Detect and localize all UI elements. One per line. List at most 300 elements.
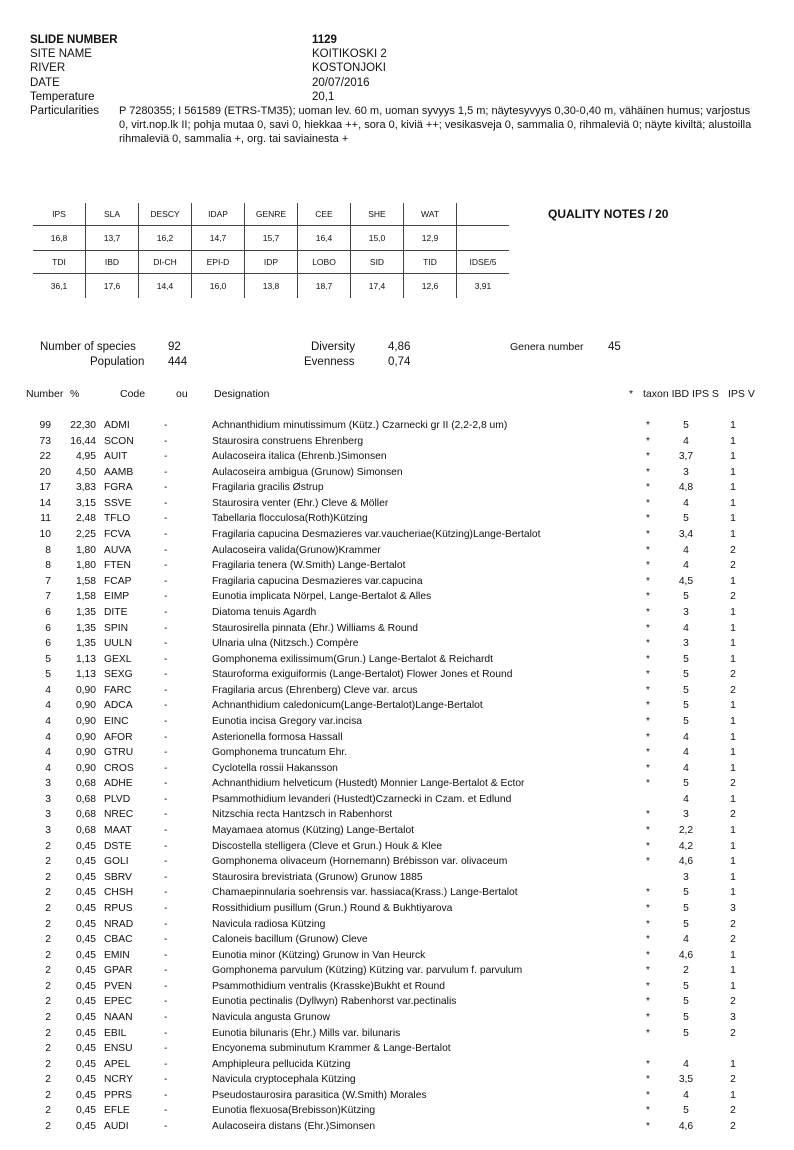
- ips-v-value: 1: [730, 451, 736, 463]
- species-designation: Achnanthidium helveticum (Hustedt) Monnier Lange-Bertalot & Ector: [212, 778, 525, 790]
- index-cell: [457, 226, 510, 251]
- species-count: 2: [45, 934, 51, 946]
- species-designation: Aulacoseira ambigua (Grunow) Simonsen: [212, 466, 403, 478]
- species-percent: 0,45: [75, 1027, 96, 1039]
- species-count: 5: [45, 669, 51, 681]
- species-percent: 0,45: [75, 949, 96, 961]
- species-percent: 0,68: [75, 793, 96, 805]
- species-count: 2: [45, 1089, 51, 1101]
- species-designation: Tabellaria flocculosa(Roth)Kützing: [212, 513, 368, 525]
- species-designation: Achnanthidium caledonicum(Lange-Bertalot)Lange-Bertalot: [212, 700, 483, 712]
- ips-s-value: 4: [683, 731, 689, 743]
- ips-v-value: 2: [730, 918, 736, 930]
- ips-s-value: 5: [683, 918, 689, 930]
- table-row: [26, 745, 771, 761]
- table-row: [26, 667, 771, 683]
- species-count: 11: [40, 513, 51, 525]
- species-ou: -: [164, 575, 168, 587]
- ips-v-value: 1: [730, 747, 736, 759]
- species-designation: Gomphonema exilissimum(Grun.) Lange-Bertalot & Reichardt: [212, 653, 493, 665]
- ips-s-value: 5: [683, 902, 689, 914]
- table-row: [26, 917, 771, 933]
- ips-v-value: 1: [730, 700, 736, 712]
- species-code: FTEN: [104, 560, 131, 572]
- taxon-marker: *: [646, 747, 650, 759]
- species-designation: Cyclotella rossii Hakansson: [212, 762, 338, 774]
- taxon-marker: *: [646, 529, 650, 541]
- species-percent: 0,45: [75, 840, 96, 852]
- species-code: GEXL: [104, 653, 132, 665]
- species-code: FGRA: [104, 482, 133, 494]
- ips-s-value: 4,6: [678, 1121, 694, 1133]
- species-code: PPRS: [104, 1089, 133, 1101]
- ips-v-value: 2: [730, 591, 736, 603]
- temperature-row: [30, 90, 770, 104]
- species-count: 4: [45, 715, 51, 727]
- species-count: 2: [45, 949, 51, 961]
- species-count: 2: [45, 1011, 51, 1023]
- species-code: FCVA: [104, 529, 131, 541]
- species-designation: Psammothidium levanderi (Hustedt)Czarnecki in Czam. et Edlund: [212, 793, 512, 805]
- index-cell: 13,7: [86, 226, 139, 251]
- site-name-label: SITE NAME: [30, 48, 92, 61]
- river-label: RIVER: [30, 62, 66, 75]
- table-row: [26, 823, 771, 839]
- table-row: [26, 449, 771, 465]
- species-percent: 0,45: [75, 934, 96, 946]
- evenness-label: Evenness: [304, 356, 355, 368]
- species-count: 4: [45, 684, 51, 696]
- table-row: [26, 854, 771, 870]
- index-cell: SHE: [351, 203, 404, 226]
- species-code: EPEC: [104, 996, 133, 1008]
- index-cell: TDI: [33, 251, 86, 274]
- species-percent: 4,95: [75, 451, 96, 463]
- species-percent: 0,45: [75, 1043, 96, 1055]
- ips-s-value: 5: [683, 980, 689, 992]
- quality-notes: QUALITY NOTES / 20: [548, 207, 669, 221]
- date-row: [30, 76, 770, 90]
- indices-row1-labels: [33, 203, 509, 226]
- population-label: Population: [90, 356, 145, 368]
- taxon-marker: *: [646, 996, 650, 1008]
- species-designation: Achnanthidium minutissimum (Kütz.) Czarnecki gr II (2,2-2,8 um): [212, 420, 508, 431]
- ips-v-value: 1: [730, 871, 736, 883]
- table-row: [26, 496, 771, 512]
- diversity-label: Diversity: [311, 341, 356, 353]
- ips-s-value: 5: [683, 778, 689, 790]
- ips-v-value: 3: [730, 902, 736, 914]
- ips-v-value: 2: [730, 809, 736, 821]
- ips-v-value: 1: [730, 653, 736, 665]
- species-designation: Staurosira brevistriata (Grunow) Grunow 1885: [212, 871, 423, 883]
- index-cell: 12,9: [404, 226, 457, 251]
- table-row: [26, 1057, 771, 1073]
- taxon-marker: *: [646, 762, 650, 774]
- species-designation: Eunotia incisa Gregory var.incisa: [212, 715, 362, 727]
- species-count: 5: [45, 653, 51, 665]
- species-count: 10: [39, 529, 51, 541]
- species-ou: -: [164, 466, 168, 478]
- ips-s-value: 2,2: [678, 825, 694, 837]
- col-ips-v: IPS V: [728, 388, 755, 400]
- species-ou: -: [164, 669, 168, 681]
- ips-v-value: 1: [730, 949, 736, 961]
- species-designation: Fragilaria capucina Desmazieres var.capucina: [212, 575, 423, 587]
- table-row: [26, 589, 771, 605]
- species-ou: -: [164, 747, 168, 759]
- table-row: [26, 979, 771, 995]
- table-row: [26, 885, 771, 901]
- species-code: APEL: [104, 1058, 131, 1070]
- index-cell: 16,0: [192, 274, 245, 299]
- species-count: 6: [45, 638, 51, 650]
- species-ou: -: [164, 622, 168, 634]
- species-percent: 0,90: [75, 747, 96, 759]
- species-count: 7: [45, 591, 51, 603]
- species-percent: 0,45: [75, 902, 96, 914]
- species-code: NREC: [104, 809, 134, 821]
- ips-s-value: 5: [683, 684, 689, 696]
- species-designation: Stauroforma exiguiformis (Lange-Bertalot) Flower Jones et Round: [212, 669, 513, 681]
- ips-v-value: 1: [730, 840, 736, 852]
- species-designation: Pseudostaurosira parasitica (W.Smith) Morales: [212, 1089, 427, 1101]
- index-cell: CEE: [298, 203, 351, 226]
- date-value: 20/07/2016: [312, 76, 370, 89]
- species-percent: 0,45: [75, 918, 96, 930]
- ips-s-value: 3: [683, 466, 689, 478]
- index-cell: 16,2: [139, 226, 192, 251]
- table-row: [26, 621, 771, 637]
- species-count: 3: [45, 825, 51, 837]
- ips-s-value: 5: [683, 653, 689, 665]
- species-table-body: [26, 418, 771, 1135]
- index-cell: TID: [404, 251, 457, 274]
- index-cell: 15,7: [245, 226, 298, 251]
- index-cell: EPI-D: [192, 251, 245, 274]
- taxon-marker: *: [646, 420, 650, 431]
- ips-s-value: 4: [683, 544, 689, 556]
- species-ou: -: [164, 529, 168, 541]
- ips-v-value: 2: [730, 1105, 736, 1117]
- taxon-marker: *: [646, 1121, 650, 1133]
- table-row: [26, 418, 771, 434]
- species-designation: Encyonema subminutum Krammer & Lange-Bertalot: [212, 1043, 451, 1055]
- table-row: [26, 901, 771, 917]
- index-cell: 17,4: [351, 274, 404, 299]
- taxon-marker: *: [646, 809, 650, 821]
- table-row: [26, 761, 771, 777]
- species-percent: 1,13: [75, 669, 96, 681]
- taxon-marker: *: [646, 669, 650, 681]
- taxon-marker: *: [646, 918, 650, 930]
- ips-v-value: 1: [730, 825, 736, 837]
- ips-v-value: 2: [730, 778, 736, 790]
- species-ou: -: [164, 980, 168, 992]
- index-cell: 17,6: [86, 274, 139, 299]
- table-row: [26, 1026, 771, 1042]
- species-designation: Gomphonema parvulum (Kützing) Kützing var. parvulum f. parvulum: [212, 965, 523, 977]
- species-count: 7: [45, 575, 51, 587]
- species-percent: 1,80: [75, 560, 96, 572]
- taxon-marker: *: [646, 591, 650, 603]
- species-designation: Navicula cryptocephala Kützing: [212, 1074, 356, 1086]
- ips-v-value: 1: [730, 638, 736, 650]
- species-ou: -: [164, 700, 168, 712]
- species-designation: Amphipleura pellucida Kützing: [212, 1058, 351, 1070]
- particularities-row: [30, 104, 770, 147]
- diversity-value: 4,86: [388, 341, 411, 353]
- taxon-marker: *: [646, 466, 650, 478]
- ips-v-value: 1: [730, 466, 736, 478]
- ips-v-value: 1: [730, 606, 736, 618]
- species-ou: -: [164, 887, 168, 899]
- species-ou: -: [164, 638, 168, 650]
- ips-v-value: 2: [730, 669, 736, 681]
- species-code: AUIT: [104, 451, 128, 463]
- species-designation: Aulacoseira italica (Ehrenb.)Simonsen: [212, 451, 387, 463]
- taxon-marker: *: [646, 497, 650, 509]
- table-row: [26, 792, 771, 808]
- taxon-marker: *: [646, 513, 650, 525]
- species-percent: 0,45: [75, 996, 96, 1008]
- taxon-marker: *: [646, 622, 650, 634]
- index-cell: 14,7: [192, 226, 245, 251]
- index-cell: IDAP: [192, 203, 245, 226]
- species-code: FARC: [104, 684, 132, 696]
- taxon-marker: *: [646, 887, 650, 899]
- species-code: UULN: [104, 638, 133, 650]
- col-star: *: [629, 388, 634, 400]
- table-row: [26, 480, 771, 496]
- species-code: ADCA: [104, 700, 133, 712]
- table-row: [26, 574, 771, 590]
- index-cell: 12,6: [404, 274, 457, 299]
- species-code: NAAN: [104, 1011, 133, 1023]
- ips-s-value: 5: [683, 1105, 689, 1117]
- species-code: AAMB: [104, 466, 134, 478]
- taxon-marker: *: [646, 840, 650, 852]
- slide-number-label: SLIDE NUMBER: [30, 34, 118, 46]
- ips-v-value: 1: [730, 575, 736, 587]
- index-cell: DESCY: [139, 203, 192, 226]
- species-designation: Eunotia implicata Nörpel, Lange-Bertalot & Alles: [212, 591, 432, 603]
- species-ou: -: [164, 497, 168, 509]
- temperature-label: Temperature: [30, 90, 95, 103]
- index-cell: [457, 203, 510, 226]
- species-code: DITE: [104, 606, 128, 618]
- species-ou: -: [164, 1074, 168, 1086]
- species-ou: -: [164, 1089, 168, 1101]
- particularities-value: P 7280355; I 561589 (ETRS-TM35); uoman lev. 60 m, uoman syvyys 1,5 m; näytesyvyys 0,30-0,40 m, vähäinen humus; varjostus 0, virt.nop.lk II; pohja mutaa 0, savi 0, hiekkaa ++, sora 0, kiviä ++; vesikasveja 0, sammalia 0, rihmaleviä 0; näyte kiviltä; alustoilla rihmaleviä 0, sammalia +, org. tai saviainesta +: [119, 105, 752, 146]
- species-designation: Fragilaria gracilis Østrup: [212, 482, 324, 494]
- ips-s-value: 4: [683, 497, 689, 509]
- species-ou: -: [164, 1027, 168, 1039]
- ips-v-value: 2: [730, 996, 736, 1008]
- ips-s-value: 5: [683, 669, 689, 681]
- col-ou: ou: [176, 388, 188, 400]
- species-designation: Fragilaria capucina Desmazieres var.vaucheriae(Kützing)Lange-Bertalot: [212, 529, 541, 541]
- species-count: 14: [39, 497, 51, 509]
- species-percent: 0,90: [75, 731, 96, 743]
- col-percent: %: [70, 388, 80, 400]
- index-cell: GENRE: [245, 203, 298, 226]
- species-percent: 1,58: [75, 591, 96, 603]
- taxon-marker: *: [646, 1105, 650, 1117]
- table-row: [26, 714, 771, 730]
- index-cell: SID: [351, 251, 404, 274]
- taxon-marker: *: [646, 1027, 650, 1039]
- taxon-marker: *: [646, 653, 650, 665]
- ips-s-value: 3,5: [678, 1074, 694, 1086]
- species-ou: -: [164, 778, 168, 790]
- taxon-marker: *: [646, 560, 650, 572]
- species-percent: 0,45: [75, 856, 96, 868]
- species-count: 17: [39, 482, 51, 494]
- species-code: PLVD: [104, 793, 131, 805]
- species-ou: -: [164, 591, 168, 603]
- species-code: EBIL: [104, 1027, 127, 1039]
- species-designation: Navicula angusta Grunow: [212, 1011, 330, 1023]
- species-ou: -: [164, 684, 168, 696]
- taxon-marker: *: [646, 684, 650, 696]
- species-percent: 0,90: [75, 715, 96, 727]
- ips-v-value: 1: [730, 497, 736, 509]
- temperature-value: 20,1: [312, 90, 335, 103]
- species-percent: 0,68: [75, 825, 96, 837]
- ips-v-value: 1: [730, 762, 736, 774]
- species-ou: -: [164, 949, 168, 961]
- ips-v-value: 1: [730, 980, 736, 992]
- ips-v-value: 1: [730, 856, 736, 868]
- ips-s-value: 4: [683, 1058, 689, 1070]
- species-percent: 0,90: [75, 684, 96, 696]
- species-percent: 0,68: [75, 778, 96, 790]
- index-cell: DI-CH: [139, 251, 192, 274]
- species-percent: 1,35: [75, 606, 96, 618]
- table-row: [26, 776, 771, 792]
- species-percent: 16,44: [70, 435, 96, 447]
- indices-row2-labels: [33, 251, 509, 274]
- species-code: EIMP: [104, 591, 130, 603]
- species-designation: Mayamaea atomus (Kützing) Lange-Bertalot: [212, 825, 415, 837]
- ips-v-value: 1: [730, 435, 736, 447]
- species-ou: -: [164, 902, 168, 914]
- table-row: [26, 543, 771, 559]
- river-value: KOSTONJOKI: [312, 62, 386, 75]
- taxon-marker: *: [646, 700, 650, 712]
- slide-number-row: [30, 33, 770, 47]
- species-count: 2: [45, 1105, 51, 1117]
- species-code: AUVA: [104, 544, 132, 556]
- species-ou: -: [164, 762, 168, 774]
- ips-v-value: 2: [730, 1121, 736, 1133]
- taxon-marker: *: [646, 575, 650, 587]
- species-ou: -: [164, 871, 168, 883]
- species-percent: 1,13: [75, 653, 96, 665]
- ips-v-value: 1: [730, 715, 736, 727]
- species-code: CBAC: [104, 934, 133, 946]
- ips-s-value: 5: [683, 1027, 689, 1039]
- species-code: EMIN: [104, 949, 130, 961]
- ips-v-value: 1: [730, 731, 736, 743]
- species-count: 2: [45, 980, 51, 992]
- ips-s-value: 5: [683, 700, 689, 712]
- species-count: 8: [45, 544, 51, 556]
- species-ou: -: [164, 793, 168, 805]
- date-label: DATE: [30, 76, 60, 89]
- species-count: 2: [45, 965, 51, 977]
- species-count: 4: [45, 762, 51, 774]
- indices-row1-values: [33, 226, 509, 251]
- species-designation: Asterionella formosa Hassall: [212, 731, 343, 743]
- species-designation: Chamaepinnularia soehrensis var. hassiaca(Krass.) Lange-Bertalot: [212, 887, 518, 899]
- species-percent: 3,15: [75, 497, 96, 509]
- species-ou: -: [164, 420, 168, 431]
- species-count: 2: [45, 902, 51, 914]
- table-row: [26, 963, 771, 979]
- index-cell: 3,91: [474, 281, 492, 291]
- table-row: [26, 652, 771, 668]
- species-ou: -: [164, 435, 168, 447]
- species-ou: -: [164, 715, 168, 727]
- table-row: [26, 605, 771, 621]
- ips-s-value: 3: [683, 606, 689, 618]
- species-ou: -: [164, 934, 168, 946]
- species-designation: Fragilaria arcus (Ehrenberg) Cleve var. arcus: [212, 684, 418, 696]
- table-row: [26, 465, 771, 481]
- species-code: GPAR: [104, 965, 133, 977]
- genera-value: 45: [608, 341, 621, 353]
- species-ou: -: [164, 840, 168, 852]
- species-designation: Eunotia flexuosa(Brebisson)Kützing: [212, 1105, 376, 1117]
- index-cell: WAT: [404, 203, 457, 226]
- index-cell: 18,7: [298, 274, 351, 299]
- species-percent: 1,35: [75, 622, 96, 634]
- ips-s-value: 4: [683, 560, 689, 572]
- particularities-label: Particularities: [30, 105, 100, 118]
- species-ou: -: [164, 451, 168, 463]
- ips-v-value: 1: [730, 513, 736, 525]
- taxon-marker: *: [646, 435, 650, 447]
- ips-v-value: 1: [730, 965, 736, 977]
- species-designation: Aulacoseira distans (Ehr.)Simonsen: [212, 1121, 376, 1133]
- taxon-marker: *: [646, 934, 650, 946]
- species-designation: Aulacoseira valida(Grunow)Krammer: [212, 544, 381, 556]
- species-designation: Staurosira construens Ehrenberg: [212, 435, 364, 447]
- species-count: 2: [45, 1058, 51, 1070]
- species-percent: 0,45: [75, 965, 96, 977]
- table-row: [26, 807, 771, 823]
- table-row: [26, 527, 771, 543]
- taxon-marker: *: [646, 715, 650, 727]
- table-row: [26, 994, 771, 1010]
- species-code: DSTE: [104, 840, 132, 852]
- ips-s-value: 4,5: [678, 575, 694, 587]
- taxon-marker: *: [646, 778, 650, 790]
- index-cell: IDSE/5: [457, 251, 510, 274]
- species-code: EFLE: [104, 1105, 130, 1117]
- species-code: PVEN: [104, 980, 133, 992]
- species-count: 4: [45, 747, 51, 759]
- species-designation: Rossithidium pusillum (Grun.) Round & Bukhtiyarova: [212, 902, 453, 914]
- ips-s-value: 4: [683, 793, 689, 805]
- species-percent: 0,45: [75, 887, 96, 899]
- ips-s-value: 3: [683, 809, 689, 821]
- species-code: SEXG: [104, 669, 133, 681]
- species-count: 2: [45, 996, 51, 1008]
- species-count: 2: [45, 1027, 51, 1039]
